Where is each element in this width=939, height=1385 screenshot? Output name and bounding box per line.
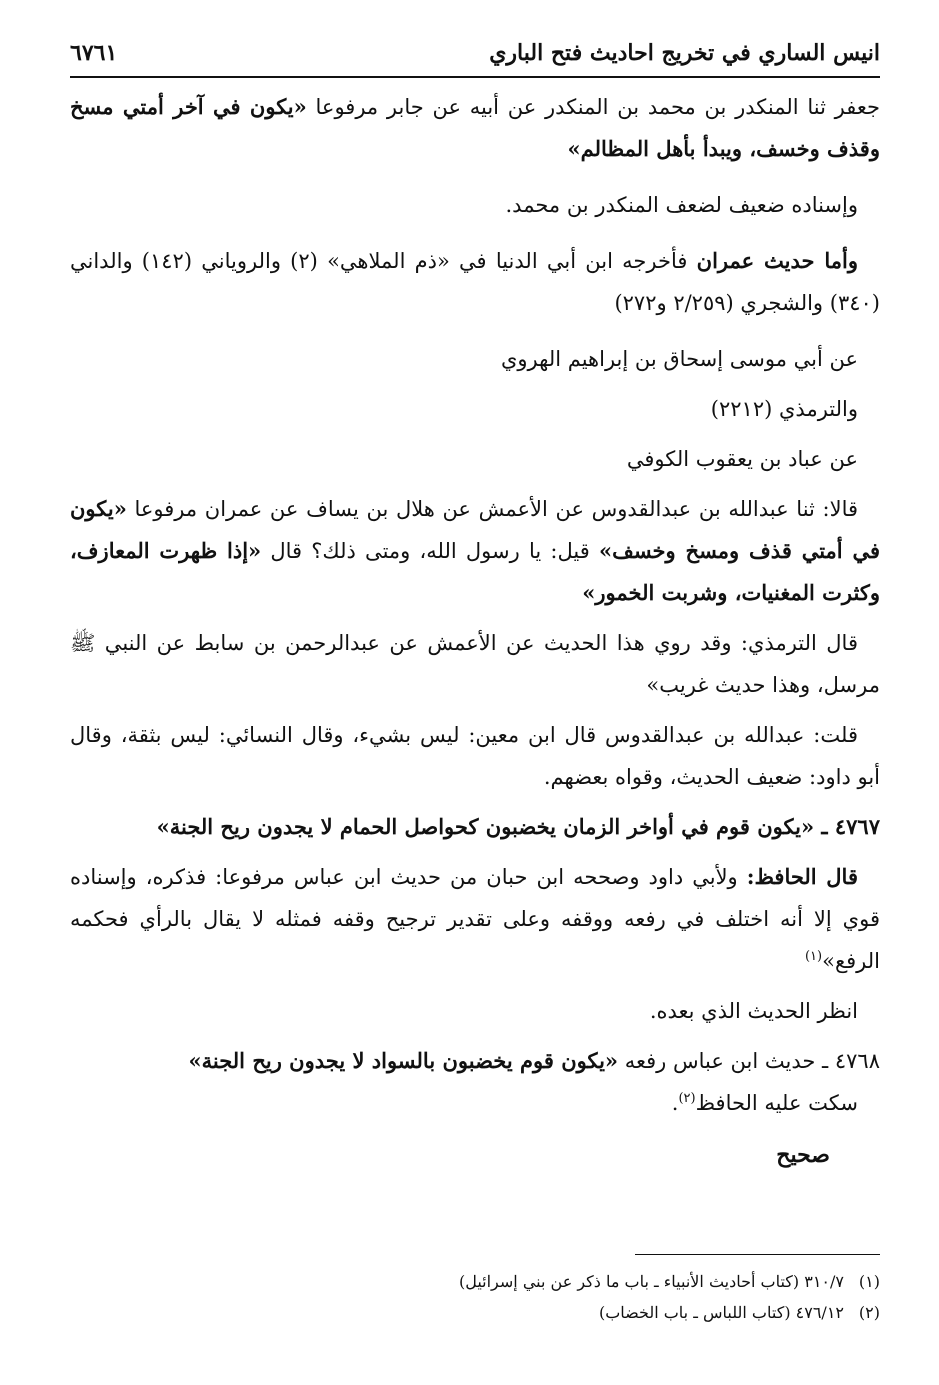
grading-label: صحيح: [776, 1142, 830, 1168]
footnote-2-number: (٢): [858, 1303, 880, 1322]
paragraph-6: عن عباد بن يعقوب الكوفي: [626, 447, 858, 471]
paragraph-11: انظر الحديث الذي بعده.: [649, 999, 858, 1023]
running-header: [70, 30, 880, 78]
paragraph-4: عن أبي موسى إسحاق بن إبراهيم الهروي: [500, 347, 858, 371]
paragraph-10-text: ولأبي داود وصححه ابن حبان من حديث ابن عباس مرفوعا: فذكره، وإسناده قوي إلا أنه اختلف في رفعه ووقفه وعلى تقدير ترجيح وقفه فمثله لا يقال بالرأي فحكمه الرفع»: [70, 865, 880, 973]
paragraph-3: [70, 240, 880, 324]
paragraph-7: [70, 488, 880, 614]
page: [70, 30, 880, 1360]
paragraph-2: وإسناده ضعيف لضعف المنكدر بن محمد.: [505, 193, 858, 217]
hadith-heading-4767: [70, 806, 880, 848]
hadith-number-4768: ٤٧٦٨ ـ: [815, 1049, 880, 1073]
hadith-heading-4768: [70, 1040, 880, 1082]
paragraph-1: [70, 86, 880, 170]
paragraph-3-text: فأخرجه ابن أبي الدنيا في «ذم الملاهي» (٢) والروياني (١٤٢) والداني (٣٤٠) والشجري (٢/٢٥٩ و٢٧٢): [70, 249, 880, 315]
footnote-1: [70, 1266, 880, 1297]
paragraph-12-text: سكت عليه الحافظ: [695, 1091, 858, 1115]
book-title: انيس الساري في تخريج احاديث فتح الباري: [489, 40, 880, 66]
footnotes: [70, 1266, 880, 1328]
paragraph-5: والترمذي (٢٢١٢): [710, 397, 858, 421]
hadith-text-3: «إذا ظهرت المعازف، وكثرت المغنيات، وشربت الخمور»: [70, 538, 880, 605]
hadith-title-4767: «يكون قوم في أواخر الزمان يخضبون كحواصل الحمام لا يجدون ريح الجنة»: [156, 814, 815, 839]
hadith-intro-4768: حديث ابن عباس رفعه: [618, 1049, 816, 1073]
paragraph-12: [70, 1082, 880, 1124]
hadith-text-2: «يكون في أمتي قذف ومسخ وخسف»: [70, 496, 880, 563]
footnote-2-text: ٤٧٦/١٢ (كتاب اللباس ـ باب الخضاب): [598, 1303, 844, 1322]
paragraph-9: قلت: عبدالله بن عبدالقدوس قال ابن معين: ليس بشيء، وقال النسائي: ليس بثقة، وقال أبو داود: ضعيف الحديث، وقواه بعضهم.: [70, 723, 880, 789]
footnote-divider: [635, 1254, 880, 1255]
footnote-1-text: ٣١٠/٧ (كتاب أحاديث الأنبياء ـ باب ما ذكر عن بني إسرائيل): [458, 1272, 844, 1291]
page-number: ٦٧٦١: [70, 40, 118, 66]
paragraph-3-lead: وأما حديث عمران: [696, 248, 858, 273]
hadith-text-1: «يكون في آخر أمتي مسخ وقذف وخسف، ويبدأ بأهل المظالم»: [70, 94, 880, 161]
paragraph-7-text: قالا: ثنا عبدالله بن عبدالقدوس عن الأعمش عن هلال بن يساف عن عمران مرفوعا: [126, 497, 858, 521]
footnote-2: [70, 1297, 880, 1328]
paragraph-10: [70, 856, 880, 982]
paragraph-8: قال الترمذي: وقد روي هذا الحديث عن الأعمش عن عبدالرحمن بن سابط عن النبي ﷺ مرسل، وهذا حديث غريب»: [70, 631, 880, 697]
paragraph-12-period: .: [671, 1091, 679, 1115]
footnote-ref-1: (١): [804, 949, 823, 964]
hadith-title-4768: «يكون قوم يخضبون بالسواد لا يجدون ريح الجنة»: [188, 1048, 619, 1073]
paragraph-7-question: قيل: يا رسول الله، ومتى ذلك؟ قال: [261, 539, 599, 563]
footnote-ref-2: (٢): [678, 1091, 696, 1106]
hafiz-label: قال الحافظ:: [746, 864, 858, 889]
footnote-1-number: (١): [858, 1272, 880, 1291]
hadith-number-4767: ٤٧٦٧ ـ: [814, 814, 880, 839]
paragraph-1-text: جعفر ثنا المنكدر بن محمد بن المنكدر عن أبيه عن جابر مرفوعا: [306, 95, 880, 119]
